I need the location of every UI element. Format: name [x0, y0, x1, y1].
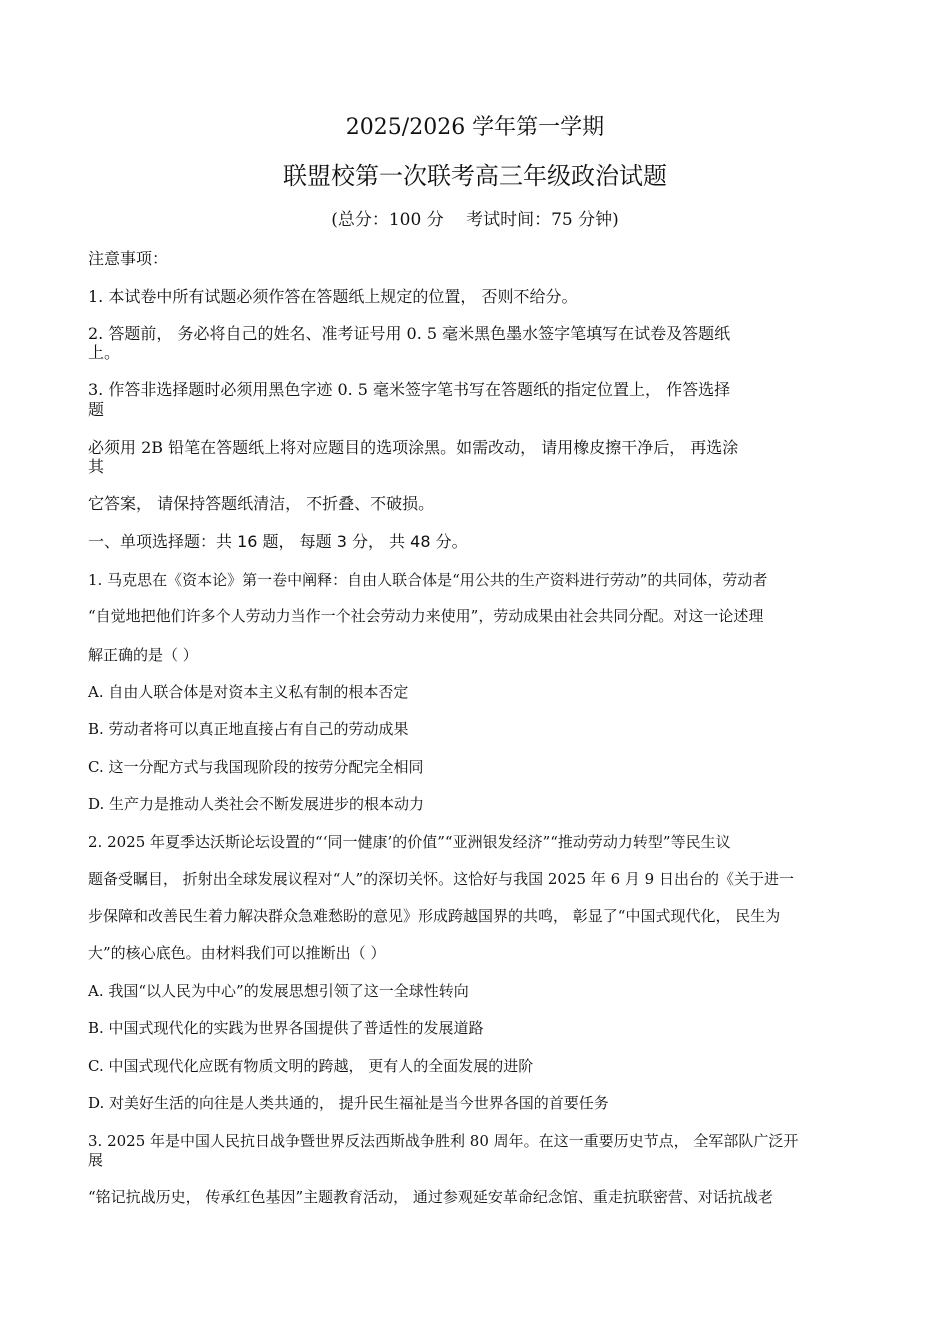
note-line: 3. 作答非选择题时必须用黑色字迹 0. 5 毫米签字笔书写在答题纸的指定位置上， 作答选择	[88, 380, 731, 399]
exam-meta: (总分：100 分 考试时间：75 分钟)	[331, 210, 619, 230]
question-3-stem: 3. 2025 年是中国人民抗日战争暨世界反法西斯战争胜利 80 周年。在这一重要历史节点， 全军部队广泛开	[88, 1132, 799, 1150]
question-2-option-b: B. 中国式现代化的实践为世界各国提供了普适性的发展道路	[88, 1019, 484, 1037]
question-2-option-c: C. 中国式现代化应既有物质文明的跨越， 更有人的全面发展的进阶	[88, 1057, 534, 1075]
exam-title: 联盟校第一次联考高三年级政治试题	[283, 162, 667, 190]
question-1-stem: 解正确的是（ ）	[88, 646, 198, 664]
question-2-stem: 大”的核心底色。由材料我们可以推断出（ ）	[88, 944, 386, 962]
question-1-option-a: A. 自由人联合体是对资本主义私有制的根本否定	[88, 683, 409, 701]
note-line: 题	[88, 400, 105, 419]
note-line: 2. 答题前， 务必将自己的姓名、准考证号用 0. 5 毫米黑色墨水签字笔填写在试卷及答题纸	[88, 324, 731, 343]
question-2-stem: 2. 2025 年夏季达沃斯论坛设置的“‘同一健康’的价值”“亚洲银发经济”“推动劳动力转型”等民生议	[88, 833, 731, 851]
note-line: 必须用 2B 铅笔在答题纸上将对应题目的选项涂黑。如需改动， 请用橡皮擦干净后， 再选涂	[88, 438, 739, 457]
question-3-stem: “铭记抗战历史， 传承红色基因”主题教育活动， 通过参观延安革命纪念馆、重走抗联密营、对话抗战老	[88, 1188, 773, 1206]
question-3-stem: 展	[88, 1151, 104, 1169]
term-heading: 2025/2026 学年第一学期	[345, 115, 605, 140]
question-2-option-d: D. 对美好生活的向往是人类共通的， 提升民生福祉是当今世界各国的首要任务	[88, 1094, 609, 1112]
question-2-stem: 步保障和改善民生着力解决群众急难愁盼的意见》形成跨越国界的共鸣， 彰显了“中国式现代化， 民生为	[88, 907, 781, 925]
note-line: 其	[88, 457, 105, 476]
note-line: 上。	[88, 343, 121, 362]
section-heading: 一、单项选择题：共 16 题， 每题 3 分， 共 48 分。	[88, 532, 468, 551]
note-line: 它答案， 请保持答题纸清洁， 不折叠、不破损。	[88, 494, 435, 513]
question-2-option-a: A. 我国“以人民为中心”的发展思想引领了这一全球性转向	[88, 982, 469, 1000]
note-line: 1. 本试卷中所有试题必须作答在答题纸上规定的位置， 否则不给分。	[88, 287, 578, 306]
question-1-option-c: C. 这一分配方式与我国现阶段的按劳分配完全相同	[88, 758, 424, 776]
question-2-stem: 题备受瞩目， 折射出全球发展议程对“人”的深切关怀。这恰好与我国 2025 年 6 月 9 日出台的《关于进一	[88, 870, 794, 888]
question-1-option-b: B. 劳动者将可以真正地直接占有自己的劳动成果	[88, 720, 409, 738]
question-1-option-d: D. 生产力是推动人类社会不断发展进步的根本动力	[88, 795, 425, 813]
question-1-stem: “自觉地把他们许多个人劳动力当作一个社会劳动力来使用”，劳动成果由社会共同分配。对这一论述理	[88, 607, 764, 625]
question-1-stem: 1. 马克思在《资本论》第一卷中阐释：自由人联合体是“用公共的生产资料进行劳动”的共同体，劳动者	[88, 571, 768, 589]
notes-heading: 注意事项：	[88, 249, 169, 268]
